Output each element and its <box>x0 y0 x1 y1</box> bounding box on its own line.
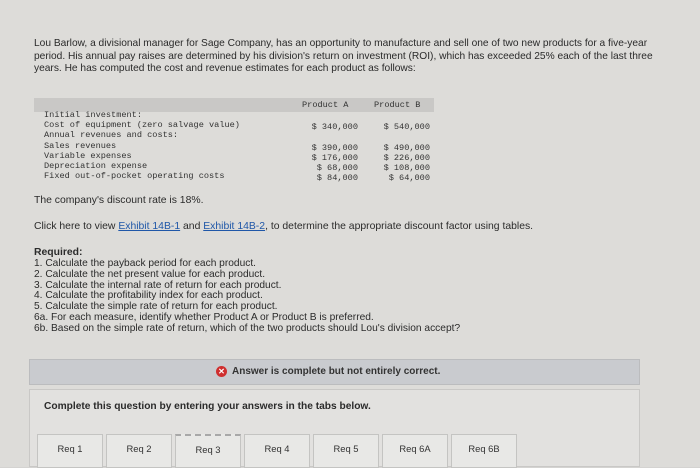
tab-req-6b[interactable]: Req 6B <box>451 434 517 468</box>
required-item: 5. Calculate the simple rate of return for each product. <box>34 301 278 313</box>
req-tabs <box>30 434 641 468</box>
value-a-fixed-costs: $ 84,000 <box>316 173 358 183</box>
required-list <box>34 259 460 335</box>
required-heading: Required: <box>34 247 83 258</box>
exhibit-mid: and <box>180 221 204 232</box>
required-item: 6b. Based on the simple rate of return, which of the two products should Lou's division accept? <box>34 322 461 334</box>
row-label-fixed-costs: Fixed out-of-pocket operating costs <box>44 171 225 181</box>
tab-req-6a[interactable]: Req 6A <box>382 434 448 468</box>
answer-status-bar <box>29 359 640 385</box>
value-b-variable-expenses: $ 226,000 <box>383 153 430 163</box>
answer-status <box>216 366 440 377</box>
cost-revenue-table <box>34 98 434 188</box>
header-product-a: Product A <box>302 100 349 110</box>
answer-status-text: Answer is complete but not entirely correct. <box>232 366 441 377</box>
exhibit-14b-2-link[interactable]: Exhibit 14B-2 <box>203 221 266 232</box>
required-item: 3. Calculate the internal rate of return for each product. <box>34 279 282 291</box>
exhibit-instruction <box>34 221 533 232</box>
row-label-annual-revenues: Annual revenues and costs: <box>44 130 179 140</box>
row-label-sales-revenues: Sales revenues <box>44 141 117 151</box>
value-b-sales-revenues: $ 490,000 <box>383 143 430 153</box>
required-item: 6a. For each measure, identify whether Product A or Product B is preferred. <box>34 311 374 323</box>
tab-req-4[interactable]: Req 4 <box>244 434 310 468</box>
tab-req-1[interactable]: Req 1 <box>37 434 103 468</box>
exhibit-suffix: , to determine the appropriate discount factor using tables. <box>265 221 534 232</box>
value-b-depreciation-expense: $ 108,000 <box>383 163 430 173</box>
value-a-variable-expenses: $ 176,000 <box>311 153 358 163</box>
value-b-fixed-costs: $ 64,000 <box>388 173 430 183</box>
required-item: 2. Calculate the net present value for each product. <box>34 268 266 280</box>
row-label-depreciation-expense: Depreciation expense <box>44 161 148 171</box>
value-a-depreciation-expense: $ 68,000 <box>316 163 358 173</box>
required-item: 4. Calculate the profitability index for each product. <box>34 290 263 302</box>
tab-req-5[interactable]: Req 5 <box>313 434 379 468</box>
row-label-cost-of-equipment: Cost of equipment (zero salvage value) <box>44 120 240 130</box>
tab-req-2[interactable]: Req 2 <box>106 434 172 468</box>
row-label-variable-expenses: Variable expenses <box>44 151 132 161</box>
value-a-sales-revenues: $ 390,000 <box>311 143 358 153</box>
answer-panel <box>29 389 640 467</box>
header-product-b: Product B <box>374 100 421 110</box>
value-b-cost-of-equipment: $ 540,000 <box>383 122 430 132</box>
exhibit-prefix: Click here to view <box>34 221 119 232</box>
row-label-initial-investment: Initial investment: <box>44 110 142 120</box>
exhibit-14b-1-link[interactable]: Exhibit 14B-1 <box>118 221 181 232</box>
panel-instruction: Complete this question by entering your answers in the tabs below. <box>44 401 371 412</box>
required-item: 1. Calculate the payback period for each product. <box>34 258 256 269</box>
discount-rate-text: The company's discount rate is 18%. <box>34 195 204 206</box>
value-a-cost-of-equipment: $ 340,000 <box>311 122 358 132</box>
error-x-icon: ✕ <box>216 366 227 377</box>
tab-req-3[interactable]: Req 3 <box>175 434 241 468</box>
problem-intro: Lou Barlow, a divisional manager for Sage Company, has an opportunity to manufacture and sell one of two new products for a five-year period. His annual pay raises are determined by his division's return on investment (ROI), which has exceeded 25% each of the last three years. He has computed the cost and revenue estimates for each product as follows: <box>34 38 653 75</box>
